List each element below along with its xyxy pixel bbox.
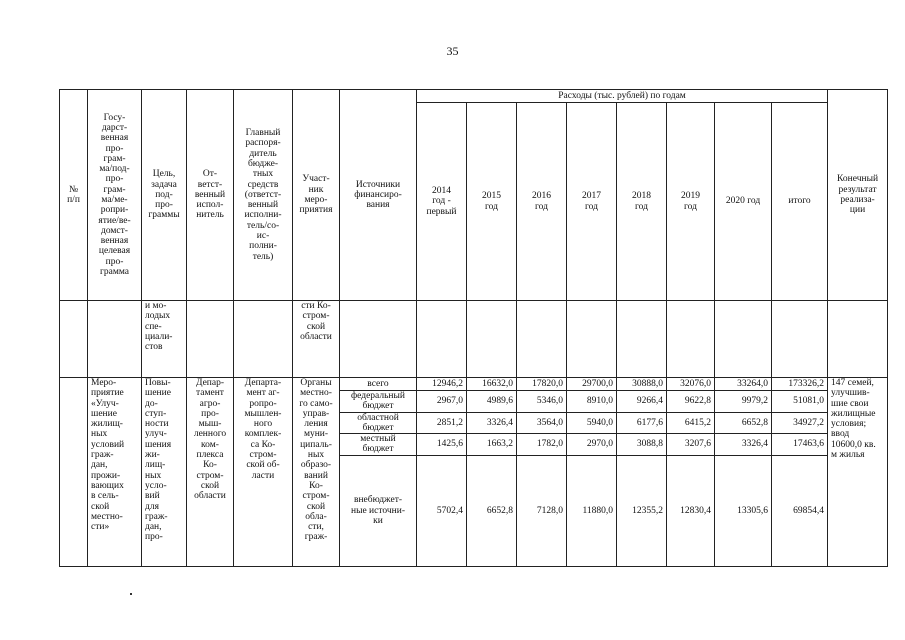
activity-result: 147 семей, улучшив- шие свои жилищные условия; ввод 10600,0 кв. м жилья (828, 378, 888, 567)
scan-dot (130, 593, 132, 595)
value-cell: 1782,0 (517, 434, 567, 456)
header-expenses: Расходы (тыс. рублей) по годам (417, 90, 828, 103)
table-row (60, 378, 888, 391)
continuation-goal: и мо- лодых спе- циали- стов (142, 301, 187, 378)
source-cell: внебюджет- ные источни- ки (340, 455, 417, 566)
header-row (60, 90, 888, 103)
header-responsible: От- ветст- венный испол- нитель (187, 90, 234, 301)
value-cell: 173326,2 (772, 378, 828, 391)
source-cell: местный бюджет (340, 434, 417, 456)
value-cell: 33264,0 (715, 378, 772, 391)
value-cell: 3207,6 (667, 434, 715, 456)
value-cell: 13305,6 (715, 455, 772, 566)
value-cell: 11880,0 (567, 455, 617, 566)
value-cell: 3326,4 (467, 412, 517, 434)
value-cell: 9266,4 (617, 391, 667, 413)
value-cell: 17820,0 (517, 378, 567, 391)
header-year-2020: 2020 год (715, 103, 772, 301)
value-cell: 12355,2 (617, 455, 667, 566)
value-cell: 30888,0 (617, 378, 667, 391)
header-year-2019: 2019 год (667, 103, 715, 301)
activity-goal: Повы- шение до- ступ- ности улуч- шения жи- лищ- ных усло- вий для граж- дан, про- (142, 378, 187, 567)
value-cell: 3326,4 (715, 434, 772, 456)
value-cell: 16632,0 (467, 378, 517, 391)
header-program: Госу- дарст- венная про- грам- ма/под- про- грам- ма/ме- ропри- ятие/ве- домст- венная целевая про- грамма (88, 90, 142, 301)
value-cell: 2851,2 (417, 412, 467, 434)
value-cell: 2967,0 (417, 391, 467, 413)
value-cell: 12946,2 (417, 378, 467, 391)
activity-responsible: Депар- тамент агро- про- мыш- ленного ком- плекса Ко- стром- ской области (187, 378, 234, 567)
source-cell: областной бюджет (340, 412, 417, 434)
activity-distributor: Департа- мент аг- ропро- мышлен- ного комплек- са Ко- стром- ской об- ласти (234, 378, 293, 567)
value-cell: 34927,2 (772, 412, 828, 434)
activity-participant: Органы местно- го само- управ- ления муни- ципаль- ных образо- ваний Ко- стром- ской обла- сти, граж- (293, 378, 340, 567)
value-cell: 6652,8 (467, 455, 517, 566)
activity-program: Меро- приятие «Улуч- шение жилищ- ных условий граж- дан, прожи- вающих в сель- ской местно- сти» (88, 378, 142, 567)
header-result: Конечный результат реализа- ции (828, 90, 888, 301)
value-cell: 8910,0 (567, 391, 617, 413)
value-cell: 12830,4 (667, 455, 715, 566)
header-total: итого (772, 103, 828, 301)
value-cell: 7128,0 (517, 455, 567, 566)
header-goal: Цель, задача под- про- граммы (142, 90, 187, 301)
page-number: 35 (446, 44, 459, 58)
value-cell: 1663,2 (467, 434, 517, 456)
header-year-2014: 2014 год - первый (417, 103, 467, 301)
value-cell: 17463,6 (772, 434, 828, 456)
header-participant: Участ- ник меро- приятия (293, 90, 340, 301)
value-cell: 6652,8 (715, 412, 772, 434)
continuation-row (60, 301, 888, 378)
value-cell: 5702,4 (417, 455, 467, 566)
header-sources: Источники финансиро- вания (340, 90, 417, 301)
value-cell: 1425,6 (417, 434, 467, 456)
source-cell: всего (340, 378, 417, 391)
value-cell: 5940,0 (567, 412, 617, 434)
value-cell: 51081,0 (772, 391, 828, 413)
header-year-2018: 2018 год (617, 103, 667, 301)
header-distributor: Главный распоря- дитель бюдже- тных средств (ответст- венный исполни- тель/со- ис- полни- тель) (234, 90, 293, 301)
header-num: № п/п (60, 90, 88, 301)
source-cell: федеральный бюджет (340, 391, 417, 413)
value-cell: 29700,0 (567, 378, 617, 391)
value-cell: 3564,0 (517, 412, 567, 434)
value-cell: 6177,6 (617, 412, 667, 434)
value-cell: 32076,0 (667, 378, 715, 391)
value-cell: 3088,8 (617, 434, 667, 456)
value-cell: 9979,2 (715, 391, 772, 413)
header-year-2016: 2016 год (517, 103, 567, 301)
value-cell: 5346,0 (517, 391, 567, 413)
header-year-2017: 2017 год (567, 103, 617, 301)
continuation-participant: сти Ко- стром- ской области (293, 301, 340, 378)
value-cell: 6415,2 (667, 412, 715, 434)
value-cell: 4989,6 (467, 391, 517, 413)
header-year-2015: 2015 год (467, 103, 517, 301)
value-cell: 69854,4 (772, 455, 828, 566)
value-cell: 2970,0 (567, 434, 617, 456)
financing-table (59, 89, 888, 567)
value-cell: 9622,8 (667, 391, 715, 413)
